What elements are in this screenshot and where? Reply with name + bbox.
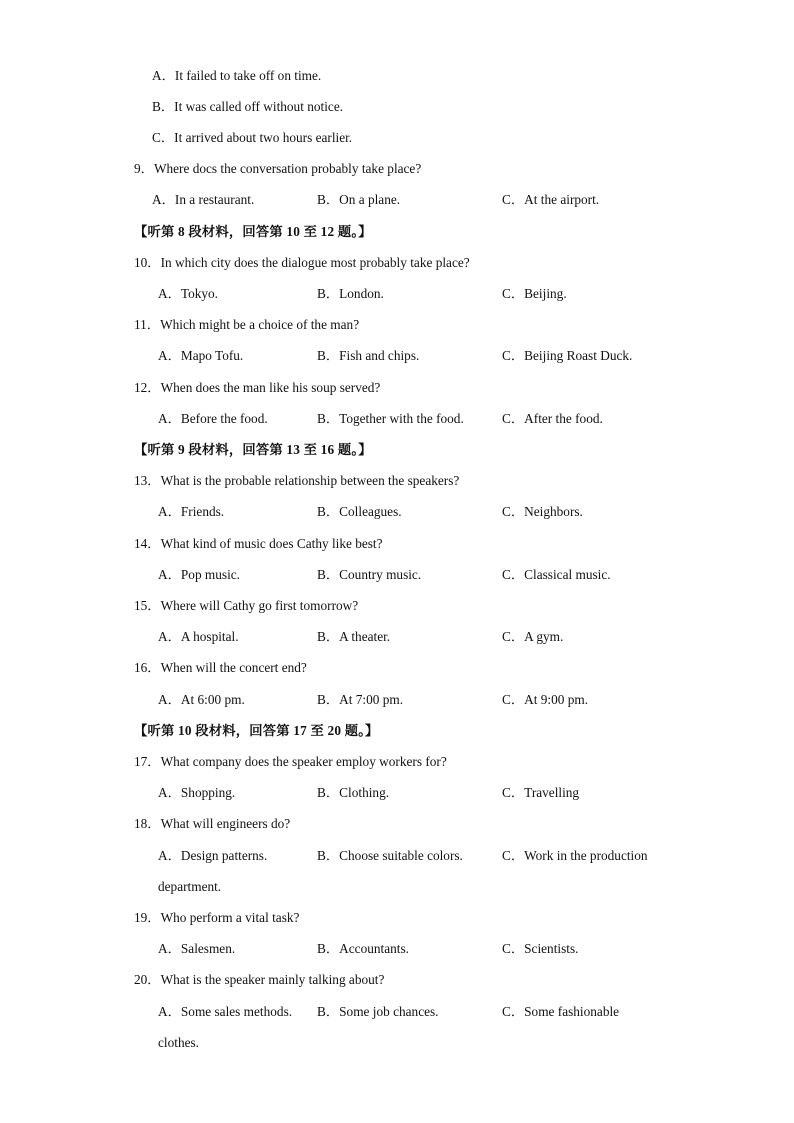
q13-option-c: C．Neighbors. (502, 504, 583, 519)
q15-option-c: C．A gym. (502, 629, 564, 644)
q14-option-c: C．Classical music. (502, 567, 611, 582)
q19-option-b: B．Accountants. (317, 941, 409, 956)
q17-option-b: B．Clothing. (317, 785, 390, 800)
q14-stem: 14．What kind of music does Cathy like best? (134, 536, 383, 551)
q10-option-c: C．Beijing. (502, 286, 567, 301)
q10-stem: 10．In which city does the dialogue most probably take place? (134, 255, 470, 270)
q17-option-c: C．Travelling (502, 785, 580, 800)
q9-stem: 9．Where docs the conversation probably take place? (134, 161, 422, 176)
q14-option-b: B．Country music. (317, 567, 422, 582)
q11-stem: 11．Which might be a choice of the man? (134, 317, 360, 332)
q12-stem: 12．When does the man like his soup served? (134, 380, 381, 395)
q8-option-b: B．It was called off without notice. (152, 99, 344, 114)
q12-option-c: C．After the food. (502, 411, 603, 426)
q17-option-a: A．Shopping. (158, 785, 236, 800)
q17-stem: 17．What company does the speaker employ workers for? (134, 754, 447, 769)
q12-option-a: A．Before the food. (158, 411, 268, 426)
section-heading-9: 【听第 9 段材料，回答第 13 至 16 题。】 (134, 442, 372, 457)
q9-option-a: A．In a restaurant. (152, 192, 255, 207)
q19-option-a: A．Salesmen. (158, 941, 236, 956)
q19-option-c: C．Scientists. (502, 941, 579, 956)
q20-option-a: A．Some sales methods. (158, 1004, 293, 1019)
q16-option-c: C．At 9:00 pm. (502, 692, 589, 707)
q20-stem: 20．What is the speaker mainly talking about? (134, 972, 385, 987)
section-heading-8: 【听第 8 段材料，回答第 10 至 12 题。】 (134, 224, 372, 239)
q20-option-c: C．Some fashionable (502, 1004, 620, 1019)
q9-option-c: C．At the airport. (502, 192, 600, 207)
q18-option-b: B．Choose suitable colors. (317, 848, 463, 863)
q11-option-c: C．Beijing Roast Duck. (502, 348, 633, 363)
q8-option-a: A．It failed to take off on time. (152, 68, 322, 83)
q16-option-b: B．At 7:00 pm. (317, 692, 404, 707)
q9-option-b: B．On a plane. (317, 192, 401, 207)
q15-stem: 15．Where will Cathy go first tomorrow? (134, 598, 359, 613)
q11-option-b: B．Fish and chips. (317, 348, 420, 363)
q18-option-c: C．Work in the production (502, 848, 648, 863)
q16-stem: 16．When will the concert end? (134, 660, 307, 675)
q19-stem: 19．Who perform a vital task? (134, 910, 300, 925)
q13-option-a: A．Friends. (158, 504, 225, 519)
q12-option-b: B．Together with the food. (317, 411, 464, 426)
q10-option-b: B．London. (317, 286, 384, 301)
q20-option-b: B．Some job chances. (317, 1004, 439, 1019)
q16-option-a: A．At 6:00 pm. (158, 692, 245, 707)
q10-option-a: A．Tokyo. (158, 286, 219, 301)
q13-option-b: B．Colleagues. (317, 504, 402, 519)
q20-option-c-continued: clothes. (158, 1035, 199, 1050)
q15-option-b: B．A theater. (317, 629, 391, 644)
q13-stem: 13．What is the probable relationship between the speakers? (134, 473, 460, 488)
q18-stem: 18．What will engineers do? (134, 816, 291, 831)
section-heading-10: 【听第 10 段材料，回答第 17 至 20 题。】 (134, 723, 379, 738)
q14-option-a: A．Pop music. (158, 567, 241, 582)
q8-option-c: C．It arrived about two hours earlier. (152, 130, 353, 145)
q15-option-a: A．A hospital. (158, 629, 239, 644)
q11-option-a: A．Mapo Tofu. (158, 348, 244, 363)
q18-option-a: A．Design patterns. (158, 848, 268, 863)
q18-option-c-continued: department. (158, 879, 222, 894)
